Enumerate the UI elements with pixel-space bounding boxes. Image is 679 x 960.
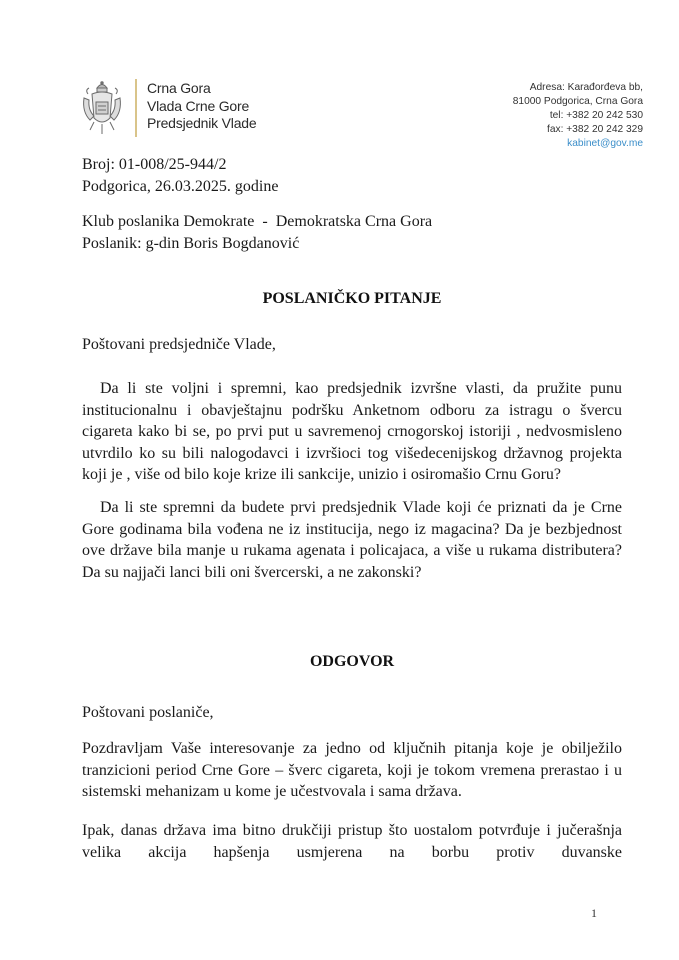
- recipient-block: [82, 211, 622, 254]
- contact-block: [513, 81, 643, 151]
- answer-paragraph-2: Ipak, danas država ima bitno drukčiji pristup što uostalom potvrđuje i jučerašnja velika akcija hapšenja usmjerena na borbu protiv duvanske: [82, 822, 622, 861]
- answer-paragraph-1: Pozdravljam Vaše interesovanje za jedno od ključnih pitanja koje je obilježilo tranzicioni period Crne Gore – šverc cigareta, koji je tokom vremena prerastao i u sistemski mehanizam u kome je učestvovala i sama država.: [82, 740, 622, 801]
- contact-tel: tel: +382 20 242 530: [549, 110, 643, 121]
- contact-address-line1: Adresa: Karađorđeva bb,: [529, 82, 643, 93]
- question-paragraph-2: Da li ste spremni da budete prvi predsjednik Vlade koji će priznati da je Crne Gore godinama bila vođena ne iz institucija, nego iz magacina? Da je bezbjednost ove države bila manje u rukama agenata i policajaca, a više u rukama distributera? Da su najjači lanci bili oni švercerski, a ne zakonski?: [82, 499, 622, 581]
- org-office: Predsjednik Vlade: [147, 115, 257, 131]
- question-salutation: Poštovani predsjedniče Vlade,: [82, 336, 276, 353]
- recipient-mp: Poslanik: g-din Boris Bogdanović: [82, 234, 300, 252]
- organization-block: [147, 80, 256, 133]
- page-number: 1: [591, 906, 597, 920]
- org-country: Crna Gora: [147, 80, 211, 96]
- org-government: Vlada Crne Gore: [147, 97, 250, 114]
- contact-fax: fax: +382 20 242 329: [546, 124, 643, 135]
- question-heading: POSLANIČKO PITANJE: [262, 290, 442, 307]
- document-meta: [82, 154, 622, 197]
- recipient-club: Klub poslanika Demokrate - Demokratska Crna Gora: [82, 213, 433, 230]
- question-paragraph-1: Da li ste voljni i spremni, kao predsjednik izvršne vlasti, da pružite punu institucionalnu i obavještajnu podršku Anketnom odboru za istragu o švercu cigareta kako bi se, po prvi put u savremenoj crnogorskoj istoriji , nedvosmisleno utvrdilo ko su bili nalogodavci i izvršioci tog višedecenijskog državnog projekta koji je , više od bilo koje krize ili sankcije, unizio i osiromašio Crnu Goru?: [82, 380, 622, 484]
- coat-of-arms-icon: [80, 80, 124, 136]
- answer-heading: ODGOVOR: [309, 653, 395, 670]
- document-number: Broj: 01-008/25-944/2: [82, 156, 227, 173]
- letterhead-divider: [135, 79, 137, 137]
- document-place-date: Podgorica, 26.03.2025. godine: [82, 177, 279, 195]
- answer-salutation: Poštovani poslaniče,: [82, 704, 214, 721]
- contact-email-link[interactable]: kabinet@gov.me: [567, 138, 643, 149]
- contact-address-line2: 81000 Podgorica, Crna Gora: [512, 96, 643, 107]
